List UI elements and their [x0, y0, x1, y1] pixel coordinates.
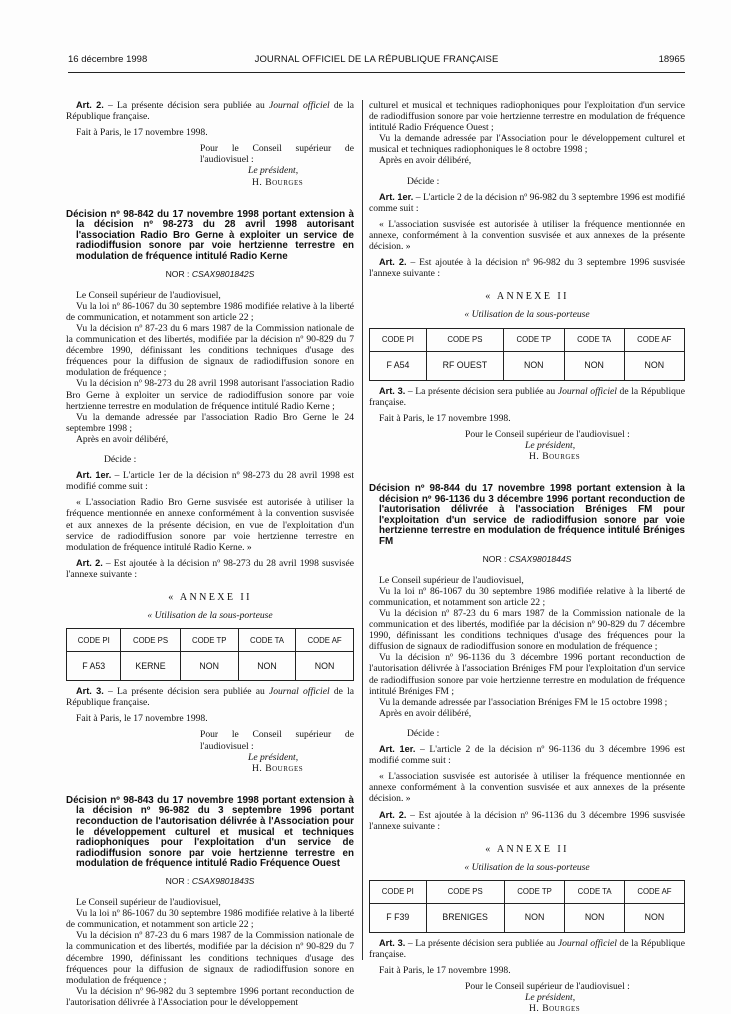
table-cell: NON: [564, 351, 624, 380]
vu-clause: Vu la demande adressée par l'association Radio Bro Gerne le 24 septembre 1998 ;: [66, 411, 354, 434]
header-cell: CODE TP: [503, 328, 564, 351]
table-cell: NON: [565, 903, 625, 932]
header-cell: CODE TA: [238, 629, 295, 652]
preamble: Le Conseil supérieur de l'audiovisuel,: [76, 289, 221, 301]
table-cell: F A54: [370, 351, 427, 380]
article-1-quote: « L'association susvisée est autorisée à utiliser la fréquence mentionnée en annexe, conformément à la convention susvisée et aux annexes de la présente décision. »: [369, 218, 685, 253]
decide-heading: Décide :: [407, 727, 440, 739]
header-cell: CODE TP: [504, 880, 565, 903]
apres-delibere: Après en avoir délibéré,: [379, 155, 472, 167]
nor-reference: NOR : CSAX9801843S: [165, 875, 255, 886]
journal-title: JOURNAL OFFICIEL DE LA RÉPUBLIQUE FRANÇAISE: [254, 54, 499, 65]
signature-name: H. Bourges: [252, 762, 304, 774]
header-cell: CODE PS: [426, 880, 504, 903]
table-row: [370, 903, 685, 932]
rds-codes-table: [66, 628, 354, 681]
table-header-row: [370, 880, 685, 903]
vu-clause: Vu la loi nº 86-1067 du 30 septembre 1986 modifiée relative à la liberté de communication, et notamment son article 22 ;: [66, 908, 354, 931]
article-1: Art. 1er. – L'article 2 de la décision nº 96-1136 du 3 décembre 1996 est modifié comme suit :: [369, 744, 685, 767]
nor-reference: NOR : CSAX9801842S: [165, 268, 255, 279]
header-cell: CODE AF: [296, 629, 354, 652]
decide-heading: Décide :: [104, 454, 137, 466]
annexe-subtitle: « Utilisation de la sous-porteuse: [147, 610, 273, 622]
table-cell: NON: [503, 351, 564, 380]
header-cell: CODE PI: [370, 880, 427, 903]
article-2: Art. 2. – Est ajoutée à la décision nº 98-273 du 28 avril 1998 susvisée l'annexe suivante :: [66, 557, 354, 580]
header-cell: CODE PI: [67, 629, 121, 652]
signature-for: Pour le Conseil supérieur de l'audiovisuel :: [200, 729, 354, 752]
fait-a-paris: Fait à Paris, le 17 novembre 1998.: [379, 412, 511, 424]
table-cell: NON: [504, 903, 565, 932]
rds-codes-table: [369, 880, 685, 933]
header-rule: [68, 72, 685, 73]
article-2: Art. 2. – Est ajoutée à la décision nº 96-1136 du 3 décembre 1996 susvisée l'annexe suivante :: [369, 809, 685, 832]
vu-clause: Vu la loi nº 86-1067 du 30 septembre 1986 modifiée relative à la liberté de communication, et notamment son article 22 ;: [66, 300, 354, 323]
vu-clause: Vu la décision nº 87-23 du 6 mars 1987 de la Commission nationale de la communication et des libertés, modifiée par la décision nº 90-829 du 7 décembre 1990, définissant les conditions techniques d'usage des fréquences pour la diffusion de signaux de radiodiffusion sonore en modulation de fréquence ;: [369, 608, 685, 653]
table-cell: NON: [296, 652, 354, 681]
table-cell: NON: [624, 903, 684, 932]
table-cell: KERNE: [121, 652, 180, 681]
article-3: Art. 3. – La présente décision sera publiée au Journal officiel de la République française.: [66, 686, 354, 709]
fait-a-paris: Fait à Paris, le 17 novembre 1998.: [76, 713, 208, 725]
signature-name: H. Bourges: [529, 450, 581, 462]
vu-clause: Vu la loi nº 86-1067 du 30 septembre 1986 modifiée relative à la liberté de communication, et notamment son article 22 ;: [369, 585, 685, 608]
article-1: Art. 1er. – L'article 2 de la décision nº 96-982 du 3 septembre 1996 est modifié comme suit :: [369, 191, 685, 214]
table-cell: BRENIGES: [426, 903, 504, 932]
vu-clause: Vu la demande adressée par l'association Bréniges FM le 15 octobre 1998 ;: [379, 696, 668, 708]
table-cell: F A53: [67, 652, 121, 681]
vu-clause-continued: culturel et musical et techniques radiophoniques pour l'exploitation d'un service de radiodiffusion sonore par voie hertzienne terrestre en modulation de fréquence intitulé Radio Fréquence Ouest ;: [369, 100, 685, 134]
article-3: Art. 3. – La présente décision sera publiée au Journal officiel de la République française.: [369, 385, 685, 408]
header-cell: CODE TA: [564, 328, 624, 351]
vu-clause: Vu la décision nº 87-23 du 6 mars 1987 de la Commission nationale de la communication et des libertés, modifiée par la décision nº 90-829 du 7 décembre 1990, définissant les conditions techniques d'usage des fréquences pour la diffusion de signaux de radiodiffusion sonore en modulation de fréquence ;: [66, 323, 354, 379]
preamble: Le Conseil supérieur de l'audiovisuel,: [379, 574, 524, 586]
decision-title: Décision nº 98-842 du 17 novembre 1998 portant extension à la décision nº 98-273 du 28 avril 1998 autorisant l'association Radio Bro Gerne à exploiter un service de radiodiffusion sonore par voie hertzienne terrestre en modulation de fréquence intitulé Radio Kerne: [66, 208, 354, 263]
header-cell: CODE AF: [624, 328, 684, 351]
vu-clause: Vu la décision nº 87-23 du 6 mars 1987 de la Commission nationale de la communication et des libertés, modifiée par la décision nº 90-829 du 7 décembre 1990, définissant les conditions techniques d'usage des fréquences pour la diffusion de signaux de radiodiffusion sonore en modulation de fréquence ;: [66, 930, 354, 986]
header-cell: CODE TP: [180, 629, 238, 652]
previous-art3: Art. 2. – La présente décision sera publiée au Journal officiel de la République française.: [66, 100, 354, 123]
signature-title: Le président,: [525, 992, 576, 1004]
table-cell: RF OUEST: [426, 351, 503, 380]
nor-reference: NOR : CSAX9801844S: [482, 553, 572, 564]
fait-a-paris: Fait à Paris, le 17 novembre 1998.: [76, 127, 208, 139]
decision-title: Décision nº 98-844 du 17 novembre 1998 portant extension à la décision nº 96-1136 du 3 décembre 1996 portant reconduction de l'autorisation délivrée à l'association Bréniges FM pour l'exploitation d'un service de radiodiffusion sonore par voie hertzienne terrestre en modulation de fréquence intitulé Bréniges FM: [369, 483, 685, 548]
decide-heading: Décide :: [407, 175, 440, 187]
running-header: [68, 54, 685, 72]
table-cell: NON: [180, 652, 238, 681]
preamble: Le Conseil supérieur de l'audiovisuel,: [76, 897, 221, 909]
signature-name: H. Bourges: [252, 176, 304, 188]
header-cell: CODE TA: [565, 880, 625, 903]
vu-clause: Vu la décision nº 96-1136 du 3 décembre 1996 portant reconduction de l'autorisation délivrée à l'association Bréniges FM pour l'exploitation d'un service de radiodiffusion sonore par voie hertzienne terrestre en modulation de fréquence intitulé Bréniges FM ;: [369, 652, 685, 697]
vu-clause: Vu la décision nº 98-273 du 28 avril 1998 autorisant l'association Radio Bro Gerne à exploiter un service de radiodiffusion sonore par voie hertzienne terrestre en modulation de fréquence intitulé Radio Kerne ;: [66, 378, 354, 412]
fait-a-paris: Fait à Paris, le 17 novembre 1998.: [379, 965, 511, 977]
article-1-quote: « L'association susvisée est autorisée à utiliser la fréquence mentionnée en annexe conformément à la convention susvisée et aux annexes de la présente décision. »: [369, 771, 685, 805]
annexe-subtitle: « Utilisation de la sous-porteuse: [464, 861, 590, 873]
table-cell: NON: [624, 351, 684, 380]
header-cell: CODE PS: [121, 629, 180, 652]
signature-for: Pour le Conseil supérieur de l'audiovisuel :: [465, 428, 630, 440]
article-1: Art. 1er. – L'article 1er de la décision nº 98-273 du 28 avril 1998 est modifié comme suit :: [66, 470, 354, 493]
decision-title: Décision nº 98-843 du 17 novembre 1998 portant extension à la décision nº 96-982 du 3 septembre 1996 portant reconduction de l'autorisation délivrée à l'Association pour le développement culturel et musical et techniques radiophoniques pour l'exploitation d'un service de radiodiffusion sonore par voie hertzienne terrestre en modulation de fréquence intitulé Radio Fréquence Ouest: [66, 794, 354, 870]
annexe-heading: « ANNEXE II: [485, 843, 569, 855]
header-cell: CODE AF: [624, 880, 684, 903]
article-3: Art. 3. – La présente décision sera publiée au Journal officiel de la République française.: [369, 937, 685, 960]
table-header-row: [370, 328, 685, 351]
apres-delibere: Après en avoir délibéré,: [76, 433, 169, 445]
article-2: Art. 2. – Est ajoutée à la décision nº 96-982 du 3 septembre 1996 susvisée l'annexe suivante :: [369, 257, 685, 280]
signature-title: Le président,: [525, 439, 576, 451]
header-cell: CODE PS: [426, 328, 503, 351]
signature-for: Pour le Conseil supérieur de l'audiovisuel :: [465, 981, 630, 993]
left-column: [66, 100, 354, 1008]
page-number: 18965: [658, 54, 685, 65]
signature-name: H. Bourges: [529, 1003, 581, 1014]
vu-clause: Vu la décision nº 96-982 du 3 septembre 1996 portant reconduction de l'autorisation délivrée à l'Association pour le développement: [66, 985, 354, 1008]
annexe-subtitle: « Utilisation de la sous-porteuse: [464, 309, 590, 321]
rds-codes-table: [369, 328, 685, 381]
annexe-heading: « ANNEXE II: [485, 291, 569, 303]
issue-date: 16 décembre 1998: [68, 54, 148, 65]
right-column: [369, 100, 685, 1014]
signature-title: Le président,: [248, 165, 299, 177]
column-divider: [362, 100, 363, 960]
table-cell: F F39: [370, 903, 427, 932]
table-header-row: [67, 629, 354, 652]
apres-delibere: Après en avoir délibéré,: [379, 707, 472, 719]
table-row: [67, 652, 354, 681]
signature-title: Le président,: [248, 751, 299, 763]
article-1-quote: « L'association Radio Bro Gerne susvisée est autorisée à utiliser la fréquence mentionnée en annexe conformément à la convention susvisée et aux annexes de la présente décision, en vue de l'exploitation d'un service de radiodiffusion sonore par voie hertzienne terrestre en modulation de fréquence intitulé Radio Kerne. »: [66, 497, 354, 553]
signature-for: Pour le Conseil supérieur de l'audiovisuel :: [200, 143, 354, 166]
annexe-heading: « ANNEXE II: [168, 591, 252, 603]
vu-clause: Vu la demande adressée par l'Association pour le développement culturel et musical et techniques radiophoniques le 8 octobre 1998 ;: [369, 133, 685, 156]
header-cell: CODE PI: [370, 328, 427, 351]
table-row: [370, 351, 685, 380]
table-cell: NON: [238, 652, 295, 681]
